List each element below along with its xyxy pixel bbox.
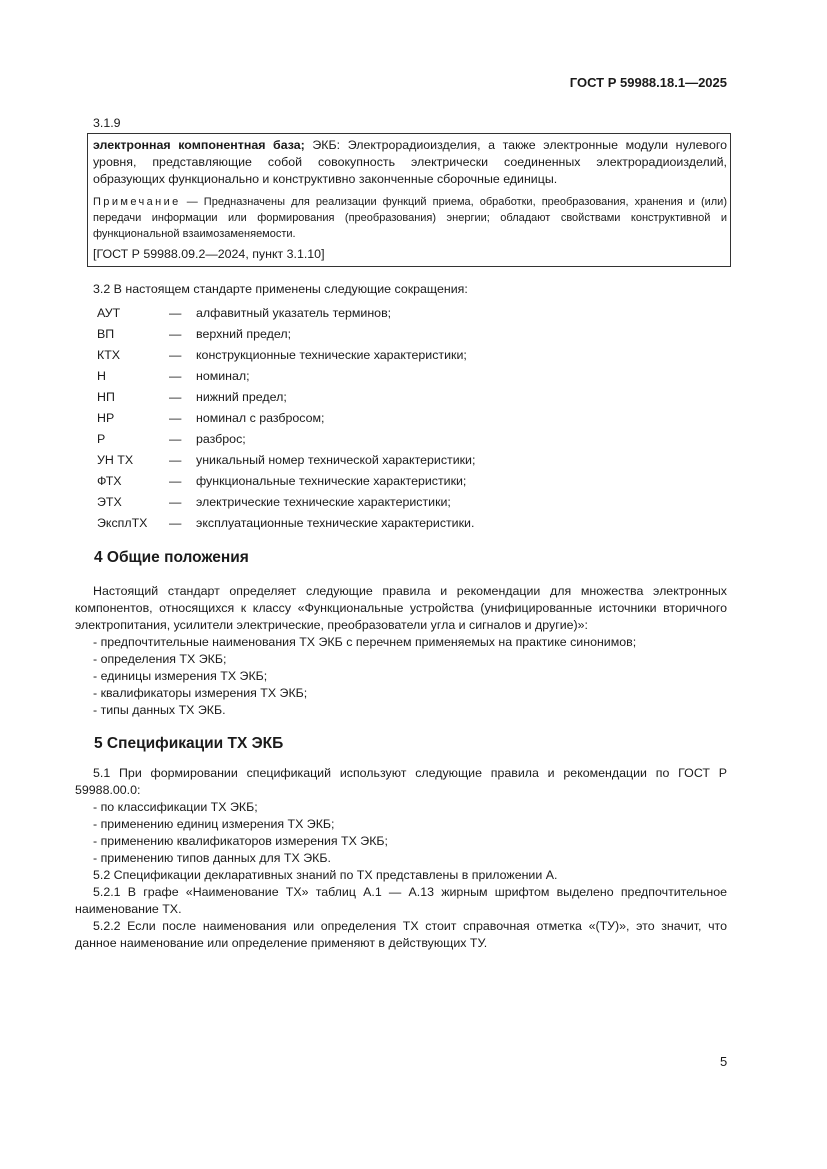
term-definition (93, 137, 727, 188)
list-item: - предпочтительные наименования ТХ ЭКБ с перечнем применяемых на практике синонимов; (93, 635, 637, 649)
abbreviation-dash: — (169, 494, 182, 509)
abbreviation-row (97, 365, 475, 386)
abbreviation-row (97, 407, 475, 428)
term-clause-number: 3.1.9 (93, 116, 121, 130)
clause-5-1: 5.1 При формировании спецификаций используют следующие правила и рекомендации по ГОСТ Р 59988.00.0: (75, 766, 727, 797)
abbreviation-row (97, 470, 475, 491)
abbreviation-row (97, 323, 475, 344)
abbreviation-key: НР (97, 410, 115, 425)
abbreviation-key: НП (97, 389, 115, 404)
abbreviation-description: номинал; (196, 368, 250, 383)
abbreviation-dash: — (169, 431, 182, 446)
term-definition-box (87, 133, 731, 267)
abbreviation-dash: — (169, 389, 182, 404)
abbreviation-row (97, 428, 475, 449)
abbreviation-description: конструкционные технические характеристики; (196, 347, 467, 362)
abbreviation-description: номинал с разбросом; (196, 410, 325, 425)
list-item: - типы данных ТХ ЭКБ. (93, 703, 226, 717)
abbreviation-dash: — (169, 368, 182, 383)
document-code-header: ГОСТ Р 59988.18.1—2025 (569, 75, 727, 90)
abbreviation-key: ВП (97, 326, 115, 341)
abbreviation-row (97, 386, 475, 407)
term-definition-text: ЭКБ: Электрорадиоизделия, а также электронные модули нулевого уровня, представляющие собой совокупность электрически соединенных электрорадиоизделий, образующих функционально и конструктивно законченные сборочные единицы. (93, 138, 728, 186)
list-item: - по классификации ТХ ЭКБ; (93, 800, 258, 814)
note-text: — Предназначены для реализации функций приема, обработки, преобразования, хранения и (или) передачи информации или формирования (преобразования) энергии; обладают свойствами конструктивной и функциональной взаимозаменяемости. (93, 196, 727, 240)
section-5-body (75, 765, 727, 952)
section-5-title: 5 Спецификации ТХ ЭКБ (94, 735, 284, 752)
abbreviation-key: Р (97, 431, 106, 446)
abbreviation-key: Н (97, 368, 106, 383)
page-number: 5 (720, 1054, 728, 1069)
abbreviation-dash: — (169, 452, 182, 467)
abbreviation-description: разброс; (196, 431, 246, 446)
clause-5-2: 5.2 Спецификации декларативных знаний по ТХ представлены в приложении А. (93, 868, 558, 882)
abbreviation-description: электрические технические характеристики; (196, 494, 451, 509)
abbreviation-dash: — (169, 305, 182, 320)
list-item: - определения ТХ ЭКБ; (93, 652, 227, 666)
abbreviation-dash: — (169, 515, 182, 530)
abbreviation-row (97, 491, 475, 512)
abbreviation-key: АУТ (97, 305, 121, 320)
abbreviation-description: нижний предел; (196, 389, 287, 404)
abbreviation-description: уникальный номер технической характеристики; (196, 452, 476, 467)
abbreviation-dash: — (169, 410, 182, 425)
term-note (93, 194, 727, 242)
abbreviation-row (97, 302, 475, 323)
abbreviation-key: ФТХ (97, 473, 122, 488)
list-item: - единицы измерения ТХ ЭКБ; (93, 669, 268, 683)
abbreviation-key: УН ТХ (97, 452, 134, 467)
abbreviation-key: КТХ (97, 347, 121, 362)
list-item: - применению типов данных для ТХ ЭКБ. (93, 851, 331, 865)
section-4-title: 4 Общие положения (94, 549, 249, 566)
abbreviation-row (97, 344, 475, 365)
abbreviation-row (97, 449, 475, 470)
abbreviation-description: функциональные технические характеристики; (196, 473, 467, 488)
abbreviation-dash: — (169, 473, 182, 488)
clause-5-2-2: 5.2.2 Если после наименования или определения ТХ стоит справочная отметка «(ТУ)», это значит, что данное наименование или определение применяют в действующих ТУ. (75, 919, 727, 950)
list-item: - применению квалификаторов измерения ТХ ЭКБ; (93, 834, 388, 848)
section-4-intro: Настоящий стандарт определяет следующие правила и рекомендации для множества электронных компонентов, относящихся к классу «Функциональные устройства (унифицированные источники вторичного электропитания, усилители электрические, преобразователи угла и сигналов и другие)»: (75, 584, 727, 632)
abbreviations-table (97, 302, 475, 533)
term-name: электронная компонентная база; (93, 138, 305, 152)
clause-5-2-1: 5.2.1 В графе «Наименование ТХ» таблиц А.1 — А.13 жирным шрифтом выделено предпочтительное наименование ТХ. (75, 885, 727, 916)
abbreviation-key: ЭксплТХ (97, 515, 148, 530)
abbreviation-dash: — (169, 326, 182, 341)
note-label: Примечание (93, 196, 181, 208)
abbreviation-key: ЭТХ (97, 494, 122, 509)
abbreviation-description: верхний предел; (196, 326, 292, 341)
abbreviation-description: алфавитный указатель терминов; (196, 305, 392, 320)
abbreviation-dash: — (169, 347, 182, 362)
abbreviation-row (97, 512, 475, 533)
term-source: [ГОСТ Р 59988.09.2—2024, пункт 3.1.10] (93, 247, 325, 261)
list-item: - квалификаторы измерения ТХ ЭКБ; (93, 686, 308, 700)
abbreviations-intro: 3.2 В настоящем стандарте применены следующие сокращения: (93, 282, 468, 296)
list-item: - применению единиц измерения ТХ ЭКБ; (93, 817, 335, 831)
abbreviation-description: эксплуатационные технические характеристики. (196, 515, 475, 530)
section-4-body (75, 583, 727, 719)
